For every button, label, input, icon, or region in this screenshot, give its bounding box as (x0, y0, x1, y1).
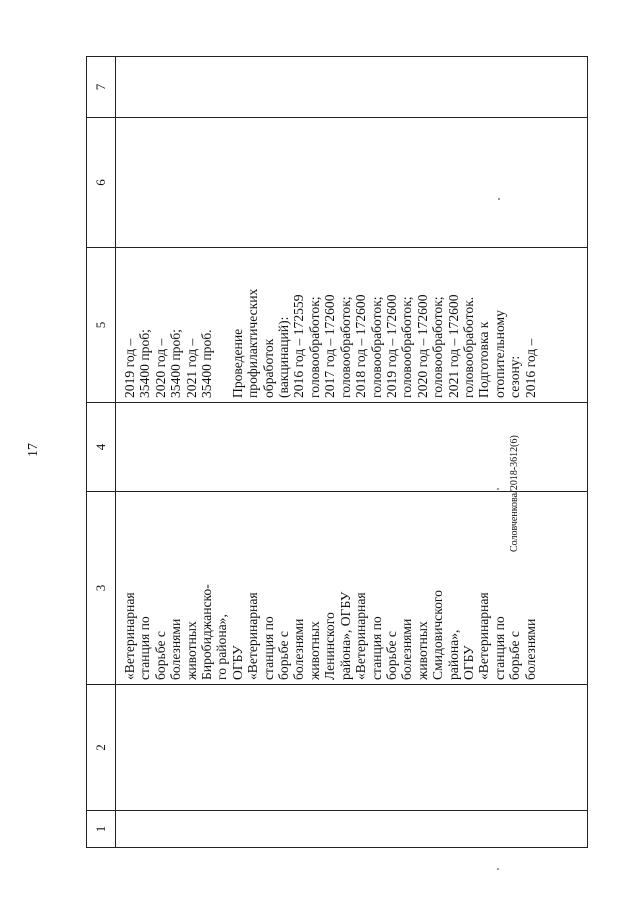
cell-col-6-text (116, 118, 122, 247)
cell-col-6 (116, 118, 588, 248)
table-header-row (87, 57, 116, 848)
document-code: Соловченкова/2018-3612(6) (509, 435, 520, 552)
header-col-7: 7 (87, 57, 116, 118)
cell-col-7-text (116, 57, 122, 117)
cell-col-2 (116, 685, 588, 811)
page-number: 17 (26, 443, 41, 457)
scan-speck (497, 488, 499, 490)
header-col-4: 4 (87, 403, 116, 492)
scan-speck (497, 868, 499, 870)
cell-col-1-text (116, 811, 122, 847)
header-col-3: 3 (87, 492, 116, 685)
responsible-text: «Ветеринарная станция по борьбе с болезнями животных Биробиджанско- го района», ОГБУ «Ветеринарная станция по борьбе с болезнями животных Ленинского района», ОГБУ «Ветеринарная станция по борьбе с болезнями животных Смидовичского района», ОГБУ «Ветеринарная станция по борьбе с болезнями (122, 584, 538, 680)
header-col-5: 5 (87, 248, 116, 403)
cell-col-7 (116, 57, 588, 118)
cell-col-4-text (116, 403, 122, 491)
indicators-text: 2019 год – 35400 проб; 2020 год – 35400 проб; 2021 год – 35400 проб. Проведение профилактических обработок (вакцинаций): 2016 год – 172559 головообработок; 2017 год – 172600 головообработок; 2018 год – 172600 головообработок; 2019 год – 172600 головообработок; 2020 год – 172600 головообработок; 2021 год – 172600 головообработок. Подготовка к отопительному сезону: 2016 год – (122, 288, 538, 398)
cell-col-1 (116, 811, 588, 848)
scan-speck (498, 198, 500, 200)
header-col-2: 2 (87, 685, 116, 811)
header-col-1: 1 (87, 811, 116, 848)
header-col-6: 6 (87, 118, 116, 248)
cell-col-2-text (116, 685, 122, 810)
